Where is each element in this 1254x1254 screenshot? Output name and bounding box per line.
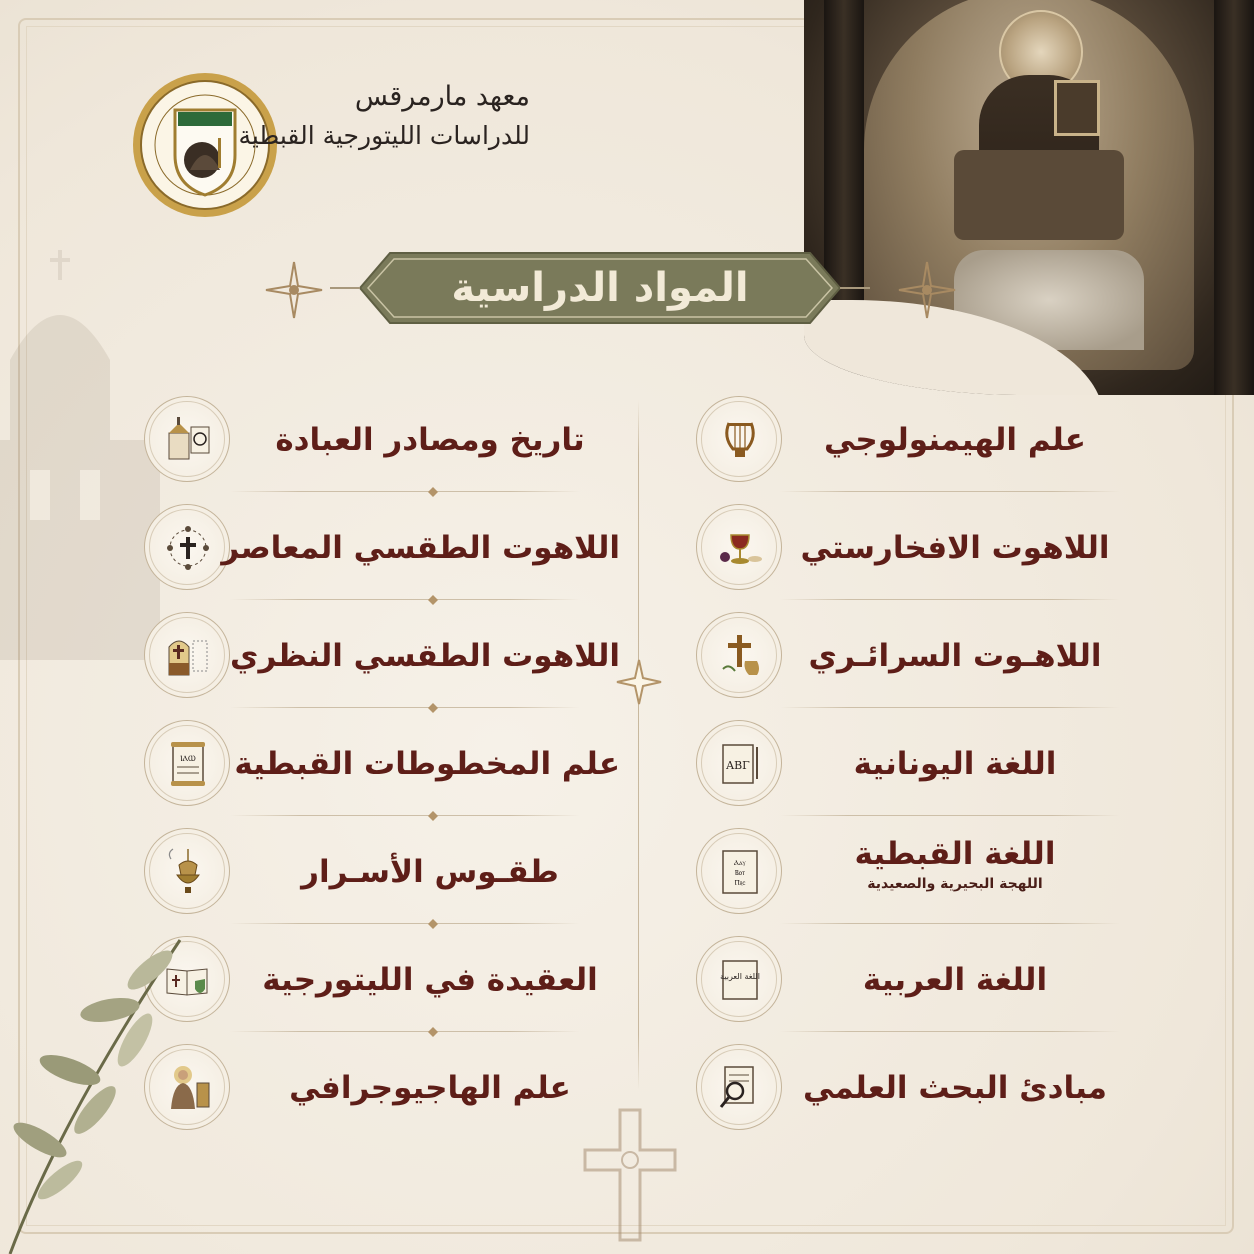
list-item — [140, 820, 570, 928]
subjects-left-column — [140, 388, 620, 1144]
subject-medallion — [696, 1044, 782, 1130]
altar-icon — [163, 631, 213, 681]
page-title: المواد الدراسية — [451, 265, 749, 311]
subject-medallion — [144, 396, 230, 482]
subject-medallion — [144, 720, 230, 806]
subject-label: اللاهوت الطقسي النظري — [230, 638, 620, 674]
center-ornament-icon — [615, 658, 663, 706]
greek-scroll-icon — [715, 739, 765, 789]
list-item — [690, 712, 1120, 820]
subject-label: مبادئ البحث العلمي — [802, 1070, 1108, 1106]
subject-medallion — [696, 612, 782, 698]
subject-medallion — [144, 504, 230, 590]
subject-medallion — [696, 936, 782, 1022]
list-item — [690, 496, 1120, 604]
subject-label-main: اللغة القبطية — [854, 836, 1056, 872]
chalice-icon — [715, 523, 765, 573]
lyre-icon — [715, 415, 765, 465]
svg-text:Ⲃⲟⲧ: Ⲃⲟⲧ — [734, 869, 746, 877]
subject-medallion — [696, 828, 782, 914]
list-item — [140, 388, 585, 496]
institute-name-line1: معهد مارمرقس — [354, 81, 530, 112]
subject-label: اللاهوت الطقسي المعاصر — [221, 530, 620, 566]
flourish-right-icon — [895, 258, 959, 322]
list-item — [690, 820, 1120, 928]
row-divider — [230, 1031, 580, 1032]
institute-name-line2: للدراسات الليتورجية القبطية — [238, 121, 530, 150]
row-divider — [780, 815, 1120, 816]
subject-label: علم المخطوطات القبطية — [234, 746, 620, 782]
row-divider — [230, 815, 580, 816]
censer-icon — [163, 847, 213, 897]
subject-sublabel: اللهجة البحيرية والصعيدية — [867, 876, 1043, 892]
subject-label: تاريخ ومصادر العبادة — [275, 422, 585, 458]
list-item — [140, 1036, 570, 1144]
list-item — [690, 604, 1120, 712]
cross-network-icon — [163, 523, 213, 573]
subject-medallion — [144, 612, 230, 698]
christ-pantocrator-painting — [804, 0, 1254, 395]
flourish-left-icon — [262, 258, 326, 322]
row-divider — [780, 599, 1120, 600]
subjects-right-column — [690, 388, 1120, 1144]
row-divider — [780, 1031, 1120, 1032]
list-item — [140, 928, 598, 1036]
subject-label: اللغة اليونانية — [853, 746, 1057, 782]
subject-label: العقيدة في الليتورجية — [262, 962, 598, 998]
coptic-tablet-icon — [715, 847, 765, 897]
coptic-cross-icon — [575, 1100, 685, 1250]
row-divider — [780, 707, 1120, 708]
svg-text:ⲒⲀⲰ: ⲒⲀⲰ — [180, 754, 196, 763]
svg-text:ΑΒΓ: ΑΒΓ — [726, 759, 750, 772]
subject-label: طقـوس الأسـرار — [301, 854, 559, 890]
svg-text:اللغة العربية: اللغة العربية — [720, 972, 760, 981]
subject-label: اللغة العربية — [862, 962, 1048, 998]
subject-medallion — [696, 396, 782, 482]
manuscript-icon — [163, 739, 213, 789]
olive-branch-icon — [0, 920, 200, 1254]
row-divider — [230, 491, 580, 492]
subject-label: اللاهـوت السرائـري — [808, 638, 1102, 674]
svg-text:Ⲡⲝⲥ: Ⲡⲝⲥ — [734, 879, 746, 887]
svg-text:Ⲁⲁⲩ: Ⲁⲁⲩ — [734, 859, 746, 867]
subject-label: اللاهوت الافخارستي — [800, 530, 1110, 566]
subject-medallion — [696, 720, 782, 806]
row-divider — [780, 923, 1120, 924]
list-item — [690, 928, 1120, 1036]
row-divider — [780, 491, 1120, 492]
row-divider — [230, 923, 580, 924]
subject-label — [790, 835, 1120, 895]
cross-oil-icon — [715, 631, 765, 681]
subject-label: علم الهيمنولوجي — [824, 422, 1086, 458]
arabic-book-icon — [715, 955, 765, 1005]
subject-label: علم الهاجيوجرافي — [289, 1070, 571, 1106]
list-item — [140, 496, 620, 604]
row-divider — [230, 599, 580, 600]
list-item — [690, 1036, 1120, 1144]
institute-name — [238, 78, 530, 156]
list-item — [140, 712, 620, 820]
subject-medallion — [696, 504, 782, 590]
list-item — [140, 604, 620, 712]
row-divider — [230, 707, 580, 708]
magnifier-document-icon — [715, 1063, 765, 1113]
subject-medallion — [144, 828, 230, 914]
list-item — [690, 388, 1120, 496]
column-divider — [638, 400, 639, 1090]
church-clock-icon — [163, 415, 213, 465]
